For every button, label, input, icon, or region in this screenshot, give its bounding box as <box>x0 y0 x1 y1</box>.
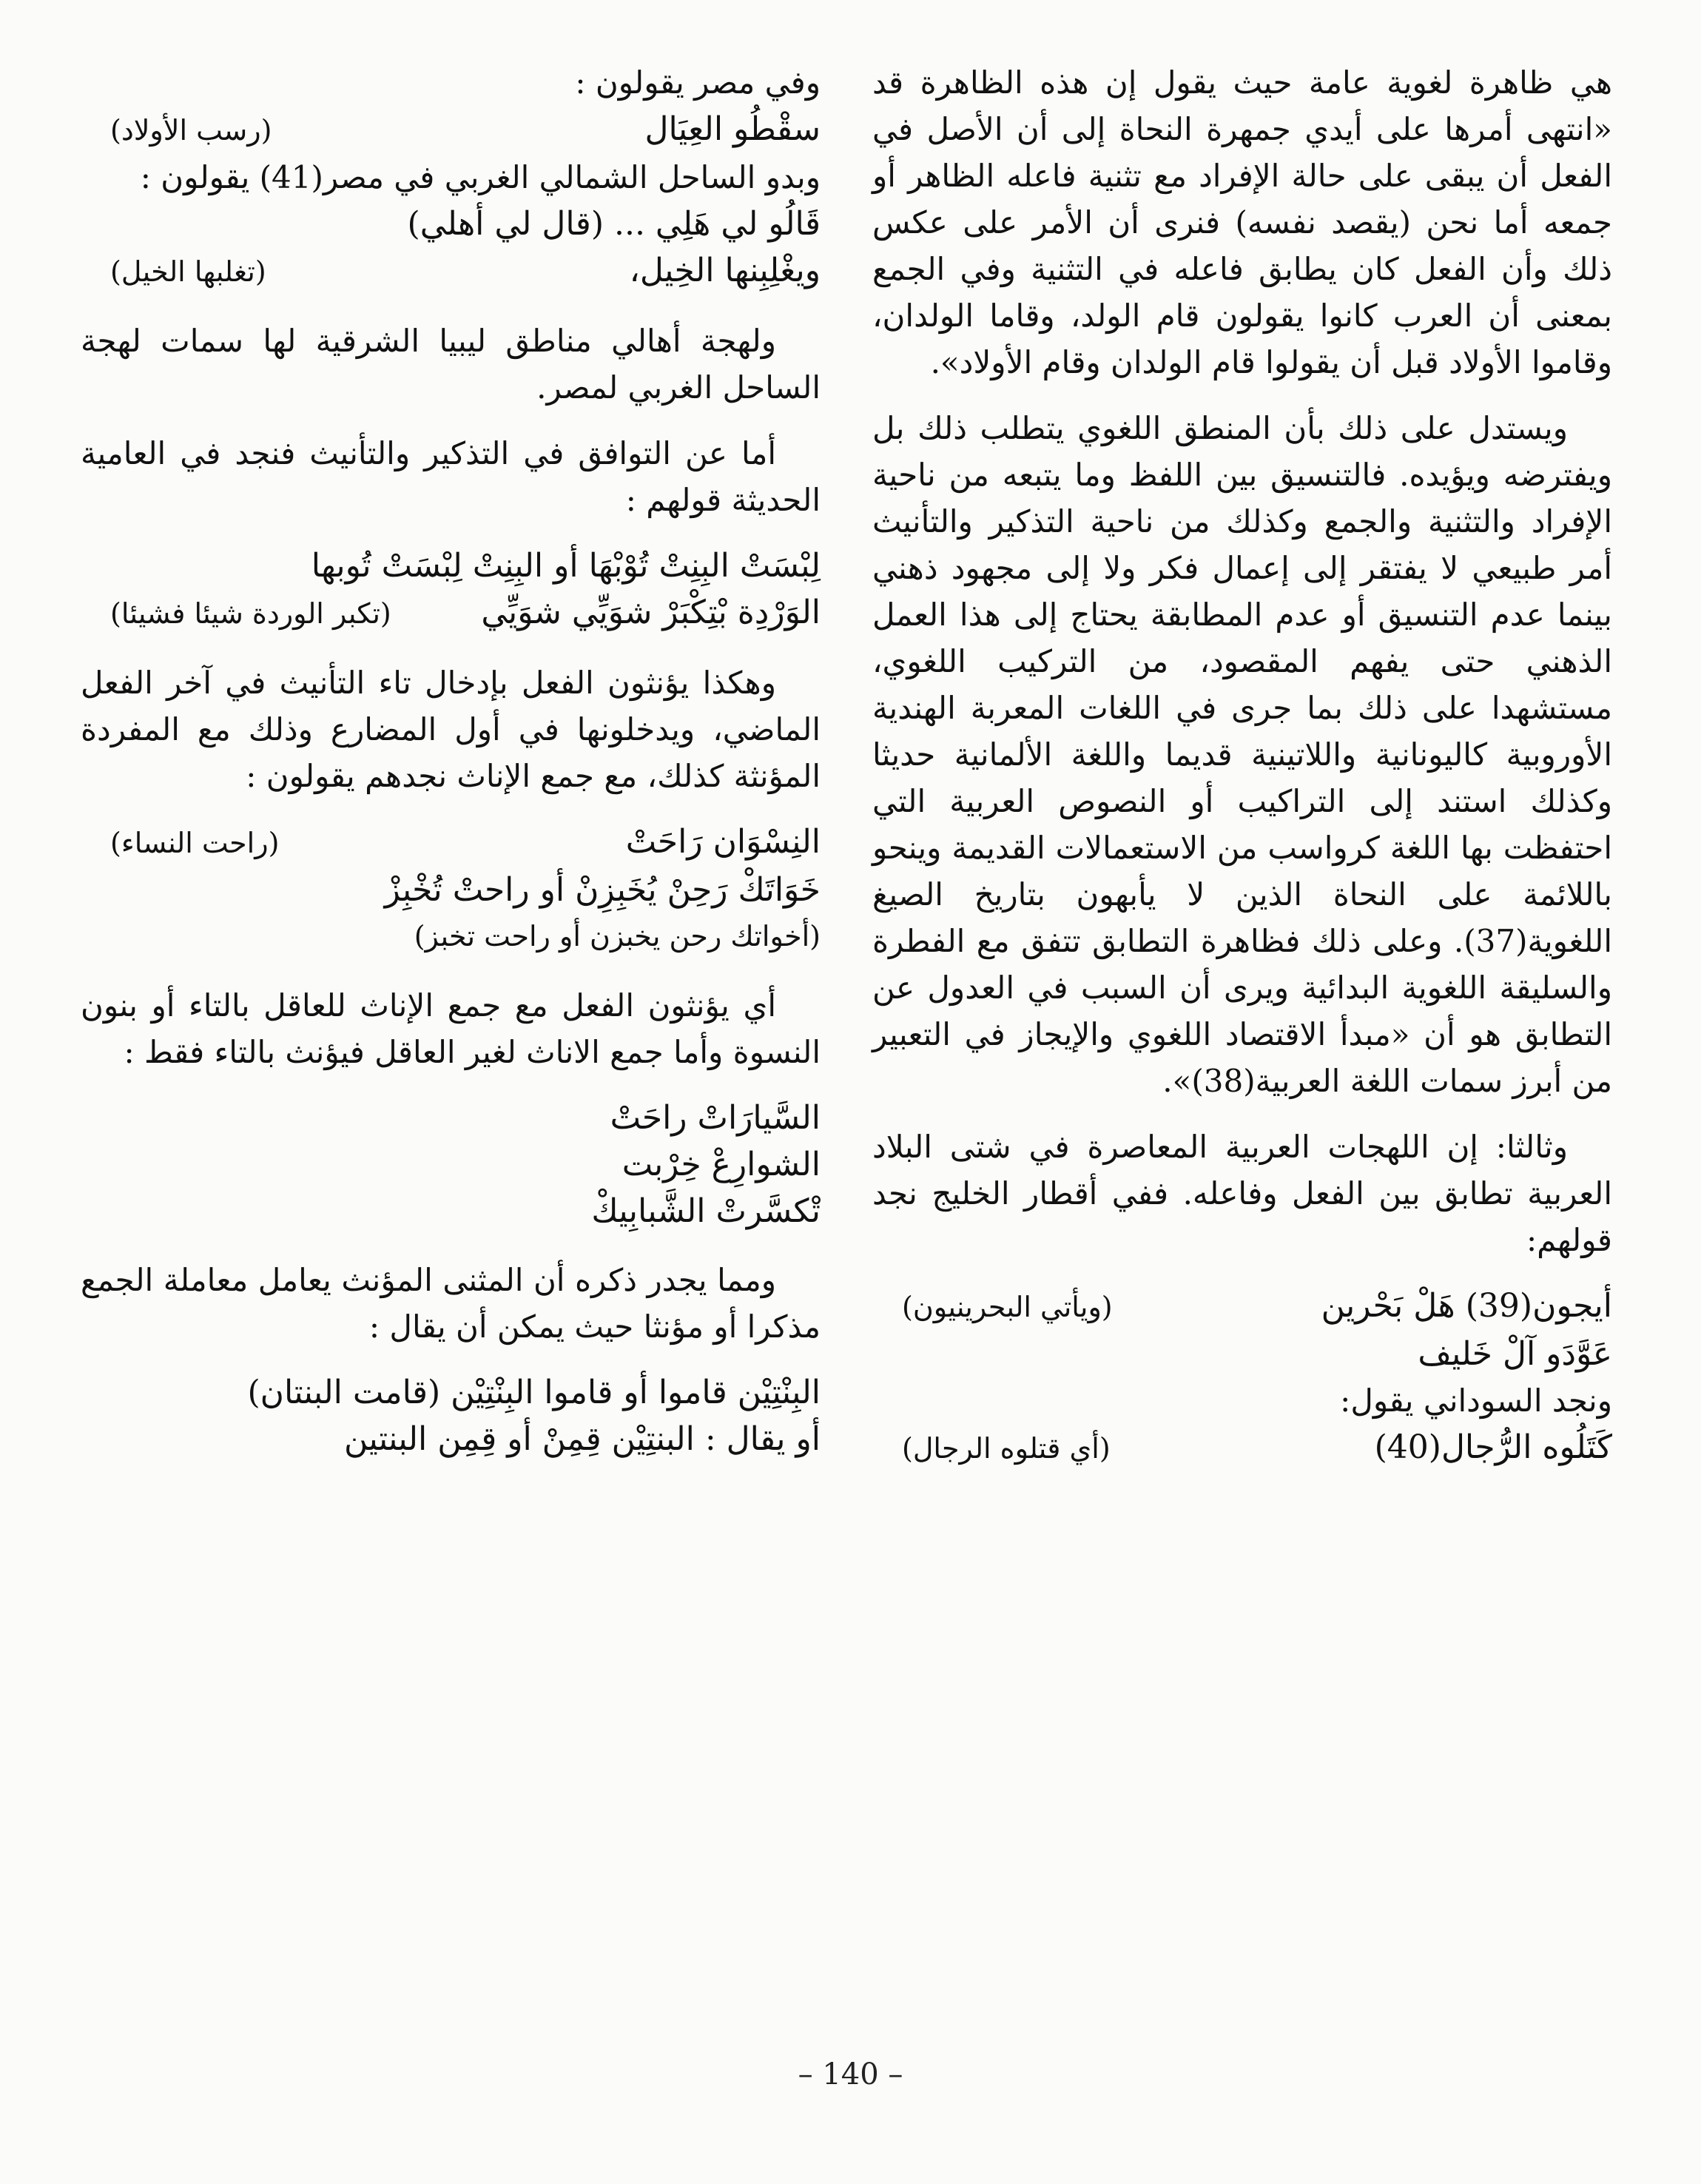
example-gloss: (أي قتلوه الرجال) <box>902 1432 1111 1465</box>
paragraph: هي ظاهرة لغوية عامة حيث يقول إن هذه الظاهرة قد «انتهى أمرها على أيدي جمهرة النحاة إلى أن الأصل في الفعل أن يبقى على حالة الإفراد مع تثنية فاعله الظاهر أو جمعه أما نحن (يقصد نفسه) فنرى أن الأمر على عكس ذلك وأن الفعل كان يطابق فاعله في التثنية وفي الجمع بمعنى أن العرب كانوا يقولون قام الولد، وقاما الولدان، وقاموا الأولاد قبل أن يقولوا قام الولدان وقام الأولاد». <box>872 64 1612 380</box>
example-arabic: سقْطُو العِيَال <box>644 110 821 148</box>
example-line <box>872 1331 1612 1377</box>
example-line <box>81 1188 821 1234</box>
text-line <box>81 59 821 106</box>
example-arabic: كَتَلُوه الرُّجال(40) <box>1374 1428 1612 1466</box>
right-column <box>872 59 1612 1472</box>
intro-text: ونجد السوداني يقول: <box>1340 1382 1612 1419</box>
example-arabic: أو يقال : البنتِيْن قِمِنْ أو قِمِن البنتين <box>344 1420 821 1458</box>
example-arabic: تْكسَّرتْ الشَّبابِيكْ <box>591 1192 821 1230</box>
example-arabic: خَوَاتَكْ رَحِنْ يُخَبِزِنْ أو راحتْ تُخْبِزْ <box>384 871 821 909</box>
paragraph: ومما يجدر ذكره أن المثنى المؤنث يعامل معاملة الجمع مذكرا أو مؤنثا حيث يمكن أن يقال : <box>81 1262 821 1345</box>
text-line <box>872 1377 1612 1424</box>
example-arabic: قَالُو لي هَلِي ... (قال لي أهلي) <box>407 205 821 243</box>
example-arabic: لِبْسَتْ البِنِتْ تُوْبْهَا أو البِنِتْ لِبْسَتْ تُوبها <box>311 547 821 585</box>
example-gloss: (راحت النساء) <box>110 827 280 859</box>
example-line <box>81 819 821 867</box>
paragraph: وهكذا يؤنثون الفعل بإدخال تاء التأنيث في آخر الفعل الماضي، ويدخلونها في أول المضارع وذلك مع المفردة المؤنثة كذلك، مع جمع الإناث نجدهم يقولون : <box>81 665 821 794</box>
example-arabic: أيجون(39) هَلْ بَحْرين <box>1321 1287 1612 1325</box>
example-arabic: الوَرْدِة بْتِكْبَرْ شوَيِّي شوَيِّي <box>481 594 821 631</box>
example-line <box>81 1141 821 1188</box>
example-line <box>81 1416 821 1462</box>
example-arabic: النِسْوَان رَاحَتْ <box>625 823 821 861</box>
page-number: – 140 – <box>798 2057 903 2091</box>
example-arabic: ويغْلِبِنها الخِيل، <box>629 252 821 289</box>
example-line <box>81 106 821 154</box>
example-gloss: (تكبر الوردة شيئا فشيئا) <box>110 597 391 630</box>
paragraph: أما عن التوافق في التذكير والتأنيث فنجد في العامية الحديثة قولهم : <box>81 435 821 518</box>
example-line <box>81 913 821 960</box>
paragraph: ويستدل على ذلك بأن المنطق اللغوي يتطلب ذلك بل ويفترضه ويؤيده. فالتنسيق بين اللفظ وما يتبعه من ناحية الإفراد والتثنية والجمع وكذلك من ناحية التذكير والتأنيث أمر طبيعي لا يفتقر إلى إعمال فكر ولا إلى مجهود ذهني بينما عدم التنسيق أو عدم المطابقة يحتاج إلى هذا العمل الذهني حتى يفهم المقصود، من التركيب اللغوي، مستشهدا على ذلك بما جرى في اللغات المعربة الهندية الأوروبية كاليونانية واللاتينية قديما واللغة الألمانية حديثا وكذلك استند إلى التراكيب أو النصوص العربية التي احتفظت بها اللغة كرواسب من الاستعمالات القديمة وينحو باللائمة على النحاة الذين لا يأبهون بتاريخ الصيغ اللغوية(37). وعلى ذلك فظاهرة التطابق تتفق مع الفطرة والسليقة اللغوية البدائية ويرى أن السبب في العدول عن التطابق هو أن «مبدأ الاقتصاد اللغوي والإيجاز في التعبير من أبرز سمات اللغة العربية(38)». <box>872 410 1612 1099</box>
example-line <box>81 1095 821 1141</box>
example-gloss: (رسب الأولاد) <box>110 114 272 147</box>
example-gloss: (أخواتك رحن يخبزن أو راحت تخبز) <box>414 920 821 952</box>
example-arabic: السَّيارَاتْ راحَتْ <box>610 1099 821 1137</box>
paragraph: أي يؤنثون الفعل مع جمع الإناث للعاقل بالتاء أو بنون النسوة وأما جمع الاناث لغير العاقل فيؤنث بالتاء فقط : <box>81 987 821 1070</box>
paragraph: وثالثا: إن اللهجات العربية المعاصرة في شتى البلاد العربية تطابق بين الفعل وفاعله. ففي أقطار الخليج نجد قولهم: <box>872 1129 1612 1258</box>
example-gloss: (ويأتي البحرينيون) <box>902 1291 1113 1323</box>
example-line <box>81 589 821 637</box>
paragraph: ولهجة أهالي مناطق ليبيا الشرقية لها سمات لهجة الساحل الغربي لمصر. <box>81 323 821 406</box>
example-arabic: الشوارِعْ خِرْبت <box>622 1146 821 1183</box>
example-arabic: عَوَّدَو آلْ خَليف <box>1418 1335 1612 1373</box>
example-line <box>81 1369 821 1416</box>
intro-text: وبدو الساحل الشمالي الغربي في مصر(41) يقولون : <box>140 159 821 195</box>
example-line <box>81 867 821 913</box>
text-line <box>81 154 821 201</box>
example-gloss: (تغلبها الخيل) <box>110 255 266 288</box>
intro-text: وفي مصر يقولون : <box>575 64 821 101</box>
example-line <box>872 1283 1612 1331</box>
example-line <box>81 247 821 295</box>
example-line <box>81 201 821 247</box>
left-column <box>81 59 821 1462</box>
example-line <box>81 542 821 589</box>
example-arabic: البِنْتِيْن قاموا أو قاموا البِنْتِيْن (قامت البنتان) <box>247 1374 821 1411</box>
example-line <box>872 1424 1612 1472</box>
